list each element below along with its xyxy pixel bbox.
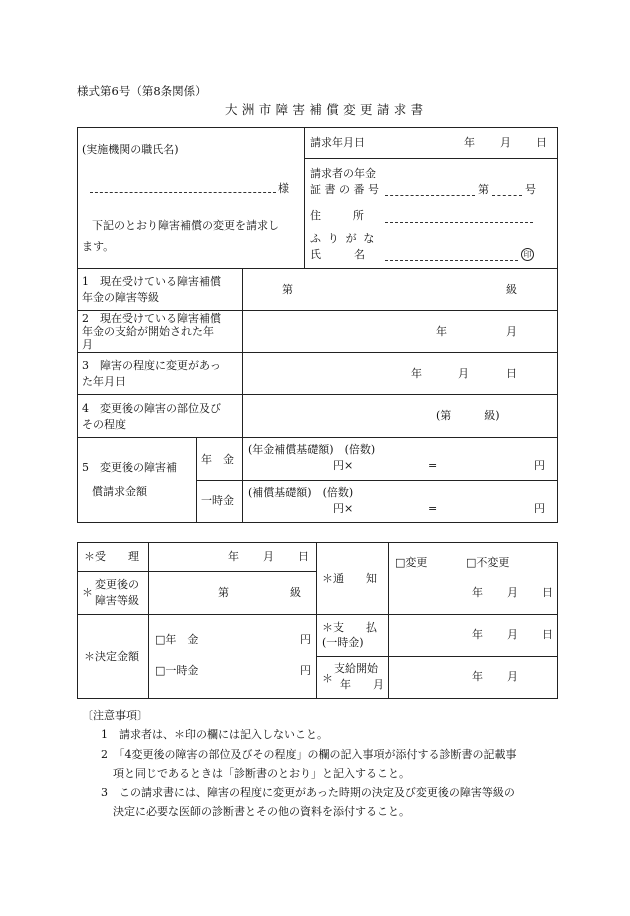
pension-number-dai: 第	[478, 183, 489, 196]
address-label: 住 所	[310, 209, 368, 222]
office-checkbox-change[interactable]: □変更	[395, 556, 428, 569]
office-notice-day: 日	[542, 586, 553, 599]
item5-pension-label: 年 金	[201, 453, 234, 466]
office-checkbox-nochange[interactable]: □不変更	[466, 556, 510, 569]
item3-label-line1: 3 障害の程度に変更があっ	[82, 359, 221, 372]
item3-month: 月	[458, 367, 469, 380]
pension-number-label-line1: 請求者の年金	[310, 167, 376, 180]
seal-mark: 印	[521, 248, 534, 261]
form-number: 様式第6号（第8条関係）	[77, 84, 207, 98]
notes-heading: 〔注意事項〕	[82, 709, 148, 722]
request-text-line1: 下記のとおり障害補償の変更を請求し	[92, 219, 279, 232]
office-decision-pension-yen: 円	[300, 633, 311, 646]
office-decision-lump[interactable]: □一時金	[155, 664, 199, 677]
note-3-line1: 3 この請求書には、障害の程度に変更があった時期の決定及び変更後の障害等級の	[101, 786, 515, 799]
address-field[interactable]	[385, 222, 533, 223]
item5-pension-formula: 円×	[333, 459, 354, 472]
name-field[interactable]	[385, 260, 518, 261]
office-start-line1: 支給開始	[334, 662, 378, 675]
item5-pension-formula-label: (年金補償基礎額) (倍数)	[248, 443, 376, 456]
office-notice-label: ＊通 知	[322, 572, 377, 585]
institution-label: (実施機関の職氏名)	[82, 143, 179, 156]
item3-day: 日	[506, 367, 517, 380]
office-changed-grade-kyu: 級	[290, 586, 301, 599]
note-2-line2: 項と同じであるときは「診断書のとおり」と記入すること。	[113, 767, 410, 780]
item2-month: 月	[506, 325, 517, 338]
item4-label-line1: 4 変更後の障害の部位及び	[82, 402, 221, 415]
item1-label-line2: 年金の障害等級	[82, 291, 159, 304]
note-2-line1: 2 「4変更後の障害の部位及びその程度」の欄の記入事項が添付する診断書の記載事	[101, 748, 517, 761]
item5-lump-label: 一時金	[201, 494, 234, 507]
item5-lump-equals: =	[428, 502, 438, 515]
item4-label-line2: その程度	[82, 418, 126, 431]
office-decision-label: ＊決定金額	[84, 650, 139, 663]
office-start-line2: 年 月	[340, 678, 384, 691]
page-title: 大洲市障害補償変更請求書	[225, 102, 428, 117]
pension-number-field-2[interactable]	[492, 195, 522, 196]
office-payment-day: 日	[542, 628, 553, 641]
item2-label-line3: 月	[82, 338, 93, 351]
item3-year: 年	[411, 367, 422, 380]
item1-dai: 第	[282, 283, 293, 296]
office-receipt-month: 月	[263, 550, 274, 563]
item2-label-line2: 年金の支給が開始された年	[82, 325, 214, 338]
item5-lump-formula-label: (補償基礎額) (倍数)	[248, 486, 354, 499]
note-1: 1 請求者は、＊印の欄には記入しないこと。	[101, 728, 328, 741]
item5-label-line1: 5 変更後の障害補	[82, 461, 177, 474]
office-decision-lump-yen: 円	[300, 664, 311, 677]
pension-number-go: 号	[525, 183, 536, 196]
request-text-line2: ます。	[82, 240, 115, 253]
office-receipt-year: 年	[228, 550, 239, 563]
institution-name-field[interactable]	[90, 192, 276, 193]
office-changed-grade-line1: 変更後の	[95, 578, 139, 591]
pension-number-label-line2: 証 書 の 番 号	[310, 183, 379, 196]
item1-label-line1: 1 現在受けている障害補償	[82, 275, 221, 288]
item5-lump-yen: 円	[534, 502, 545, 515]
office-changed-grade-line2: 障害等級	[95, 594, 139, 607]
office-changed-grade-mark: ＊	[82, 586, 93, 599]
request-date-label: 請求年月日	[310, 136, 365, 149]
office-payment-year: 年	[472, 628, 483, 641]
office-receipt-label: ＊受 理	[84, 550, 139, 563]
request-date-year: 年	[464, 136, 475, 149]
note-3-line2: 決定に必要な医師の診断書とその他の資料を添付すること。	[113, 805, 410, 818]
office-start-month: 月	[507, 670, 518, 683]
office-decision-pension[interactable]: □年 金	[155, 633, 199, 646]
item5-pension-yen: 円	[534, 459, 545, 472]
item5-label-line2: 償請求金額	[92, 485, 147, 498]
office-payment-month: 月	[507, 628, 518, 641]
office-receipt-day: 日	[298, 550, 309, 563]
office-start-mark: ＊	[322, 672, 333, 685]
honorific: 様	[278, 182, 289, 195]
request-date-month: 月	[500, 136, 511, 149]
office-payment-line2: (一時金)	[322, 636, 364, 649]
pension-number-field[interactable]	[385, 195, 475, 196]
furigana-label: ふ り が な	[310, 232, 377, 245]
office-start-year: 年	[472, 670, 483, 683]
item3-label-line2: た年月日	[82, 375, 126, 388]
office-payment-line1: ＊支 払	[322, 621, 377, 634]
office-notice-month: 月	[507, 586, 518, 599]
request-date-day: 日	[536, 136, 547, 149]
item5-pension-equals: =	[428, 459, 438, 472]
office-notice-year: 年	[472, 586, 483, 599]
office-changed-grade-dai: 第	[218, 586, 229, 599]
item2-year: 年	[436, 325, 447, 338]
item5-lump-formula: 円×	[333, 502, 354, 515]
item1-kyu: 級	[506, 283, 517, 296]
name-label: 氏 名	[310, 248, 365, 261]
item2-label-line1: 2 現在受けている障害補償	[82, 312, 221, 325]
item4-value: (第 級)	[436, 409, 500, 422]
